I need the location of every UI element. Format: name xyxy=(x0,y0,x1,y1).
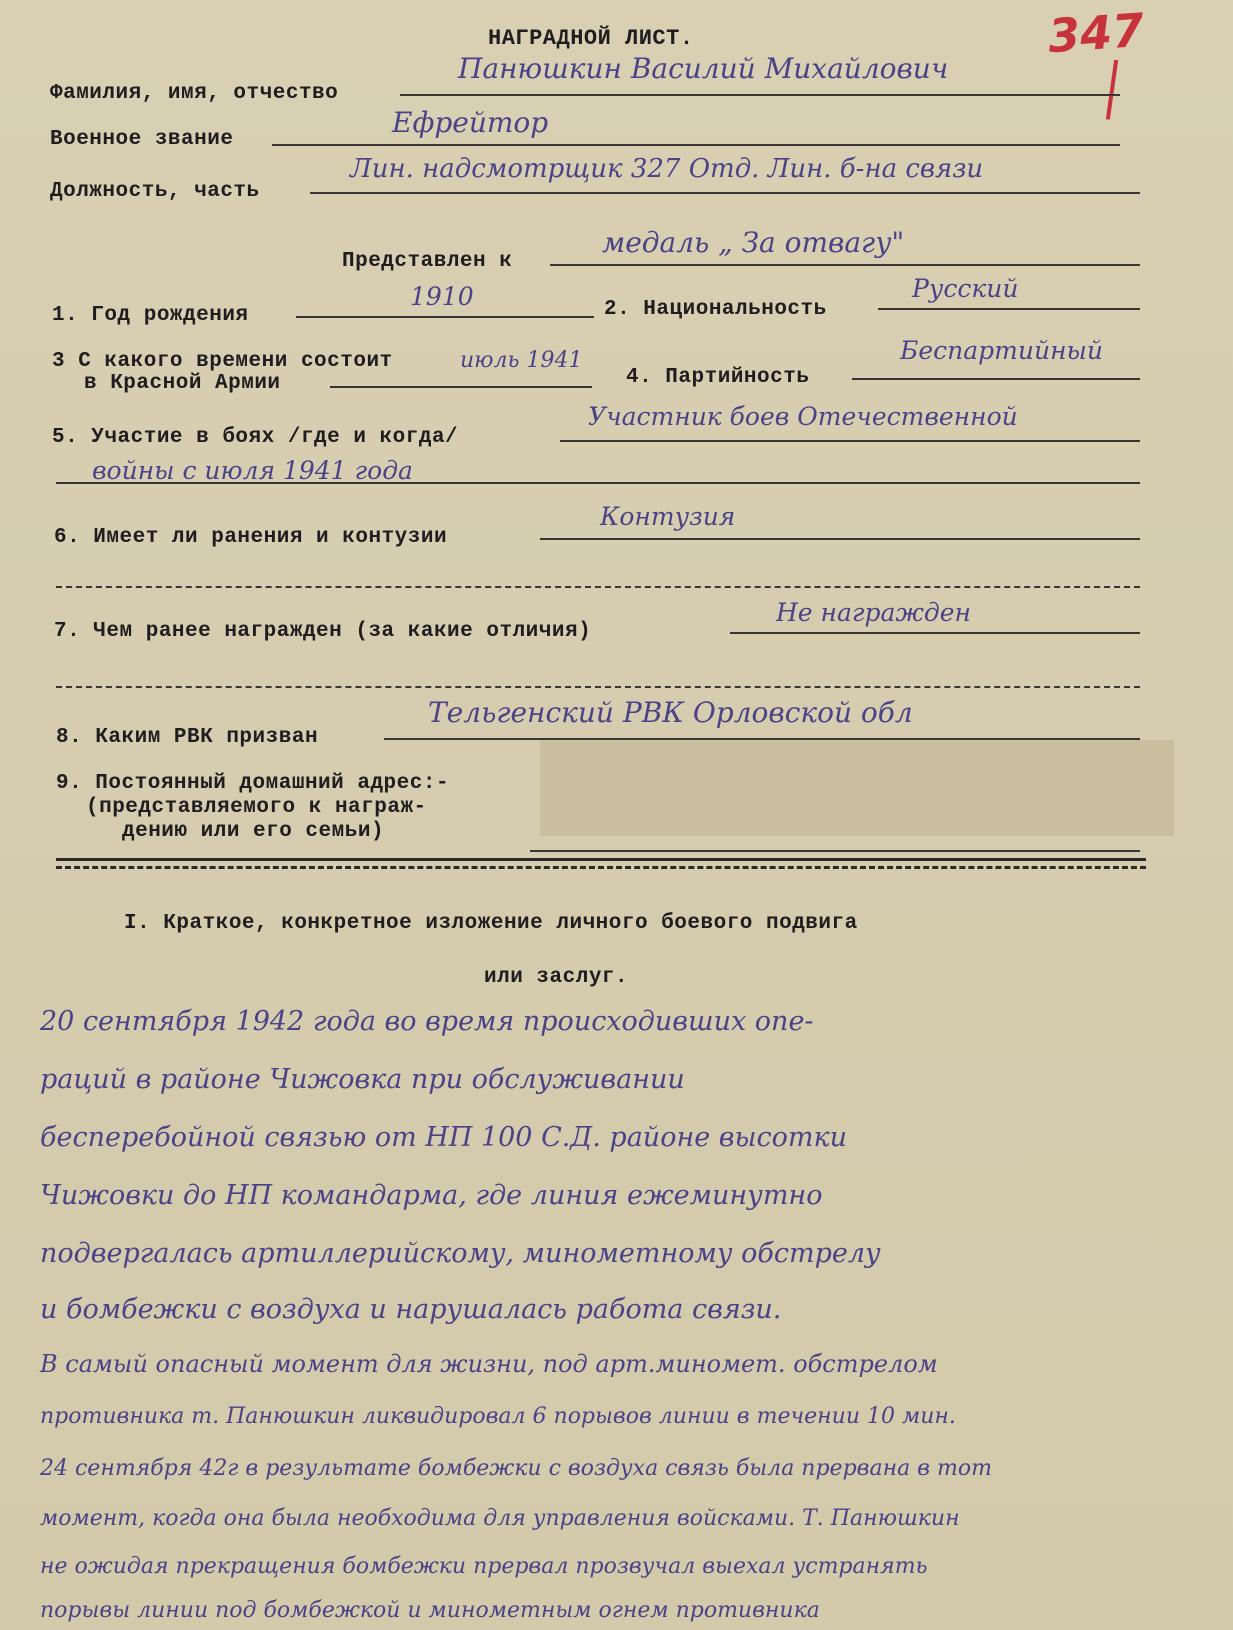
service-value: июль 1941 xyxy=(460,348,583,373)
awards-label: 7. Чем ранее награжден (за какие отличия) xyxy=(54,620,592,643)
form-divider-2 xyxy=(56,866,1146,869)
position-underline xyxy=(310,192,1140,194)
awards-underline-2 xyxy=(56,686,1140,688)
fio-label: Фамилия, имя, отчество xyxy=(50,82,339,105)
narrative-line: В самый опасный момент для жизни, под арт.миномет. обстрелом xyxy=(40,1350,938,1378)
wounds-value: Контузия xyxy=(600,502,736,531)
narrative-line: порывы линии под бомбежкой и минометным огнем противника xyxy=(40,1598,820,1623)
nominated-underline xyxy=(550,264,1140,266)
combat-value-2: войны с июля 1941 года xyxy=(92,456,413,485)
narrative-line: раций в районе Чижовка при обслуживании xyxy=(40,1064,685,1095)
wounds-label: 6. Имеет ли ранения и контузии xyxy=(54,526,448,549)
birth-label: 1. Год рождения xyxy=(52,304,249,327)
form-divider-1 xyxy=(56,858,1146,861)
section-heading-1: I. Краткое, конкретное изложение личного боевого подвига xyxy=(124,912,858,935)
archive-mark-stroke xyxy=(1106,60,1122,121)
party-value: Беспартийный xyxy=(900,336,1104,365)
position-value: Лин. надсмотрщик 327 Отд. Лин. б-на связи xyxy=(350,154,984,184)
archive-number-mark: 347 xyxy=(1046,2,1146,64)
position-label: Должность, часть xyxy=(50,180,260,203)
party-underline xyxy=(852,378,1140,380)
rank-label: Военное звание xyxy=(50,128,234,151)
narrative-line: бесперебойной связью от НП 100 С.Д. районе высотки xyxy=(40,1122,847,1153)
service-underline xyxy=(330,386,592,388)
wounds-underline-1 xyxy=(540,538,1140,540)
fio-underline xyxy=(400,94,1120,96)
combat-label: 5. Участие в боях /где и когда/ xyxy=(52,426,459,449)
combat-value-1: Участник боев Отечественной xyxy=(588,402,1018,431)
address-label-1: 9. Постоянный домашний адрес:- xyxy=(56,772,450,795)
wounds-underline-2 xyxy=(56,586,1140,588)
birth-value: 1910 xyxy=(410,282,474,311)
nationality-underline xyxy=(878,308,1140,310)
nationality-label: 2. Национальность xyxy=(604,298,827,321)
section-heading-2: или заслуг. xyxy=(484,966,629,989)
narrative-line: подвергалась артиллерийскому, минометному обстрелу xyxy=(40,1238,881,1269)
nominated-value: медаль „ За отвагу" xyxy=(602,226,905,259)
birth-underline xyxy=(296,316,594,318)
narrative-line: 20 сентября 1942 года во время происходивших опе- xyxy=(40,1006,814,1037)
rvk-label: 8. Каким РВК призван xyxy=(56,726,319,749)
address-underline xyxy=(530,850,1140,852)
awards-underline-1 xyxy=(730,632,1140,634)
document-title: НАГРАДНОЙ ЛИСТ. xyxy=(488,26,694,51)
combat-underline-1 xyxy=(560,440,1140,442)
combat-underline-2 xyxy=(56,482,1140,484)
narrative-line: Чижовки до НП командарма, где линия ежеминутно xyxy=(40,1180,823,1211)
nationality-value: Русский xyxy=(912,274,1019,303)
address-redaction xyxy=(540,740,1174,836)
awards-value: Не награжден xyxy=(776,598,971,627)
address-label-2: (представляемого к награж- xyxy=(86,796,427,819)
narrative-line: противника т. Панюшкин ликвидировал 6 порывов линии в течении 10 мин. xyxy=(40,1404,956,1429)
service-label-2: в Красной Армии xyxy=(84,372,281,395)
rank-underline xyxy=(272,144,1120,146)
narrative-line: момент, когда она была необходима для управления войсками. Т. Панюшкин xyxy=(40,1506,960,1531)
narrative-line: не ожидая прекращения бомбежки прервал прозвучал выехал устранять xyxy=(40,1554,928,1579)
narrative-line: и бомбежки с воздуха и нарушалась работа связи. xyxy=(40,1294,782,1325)
narrative-line: 24 сентября 42г в результате бомбежки с воздуха связь была прервана в тот xyxy=(40,1456,992,1481)
fio-value: Панюшкин Василий Михайлович xyxy=(458,52,949,85)
party-label: 4. Партийность xyxy=(626,366,810,389)
rank-value: Ефрейтор xyxy=(392,106,549,139)
nominated-label: Представлен к xyxy=(342,250,513,273)
rvk-value: Тельгенский РВК Орловской обл xyxy=(428,696,913,729)
service-label-1: 3 С какого времени состоит xyxy=(52,350,393,373)
address-label-3: дению или его семьи) xyxy=(122,820,385,843)
